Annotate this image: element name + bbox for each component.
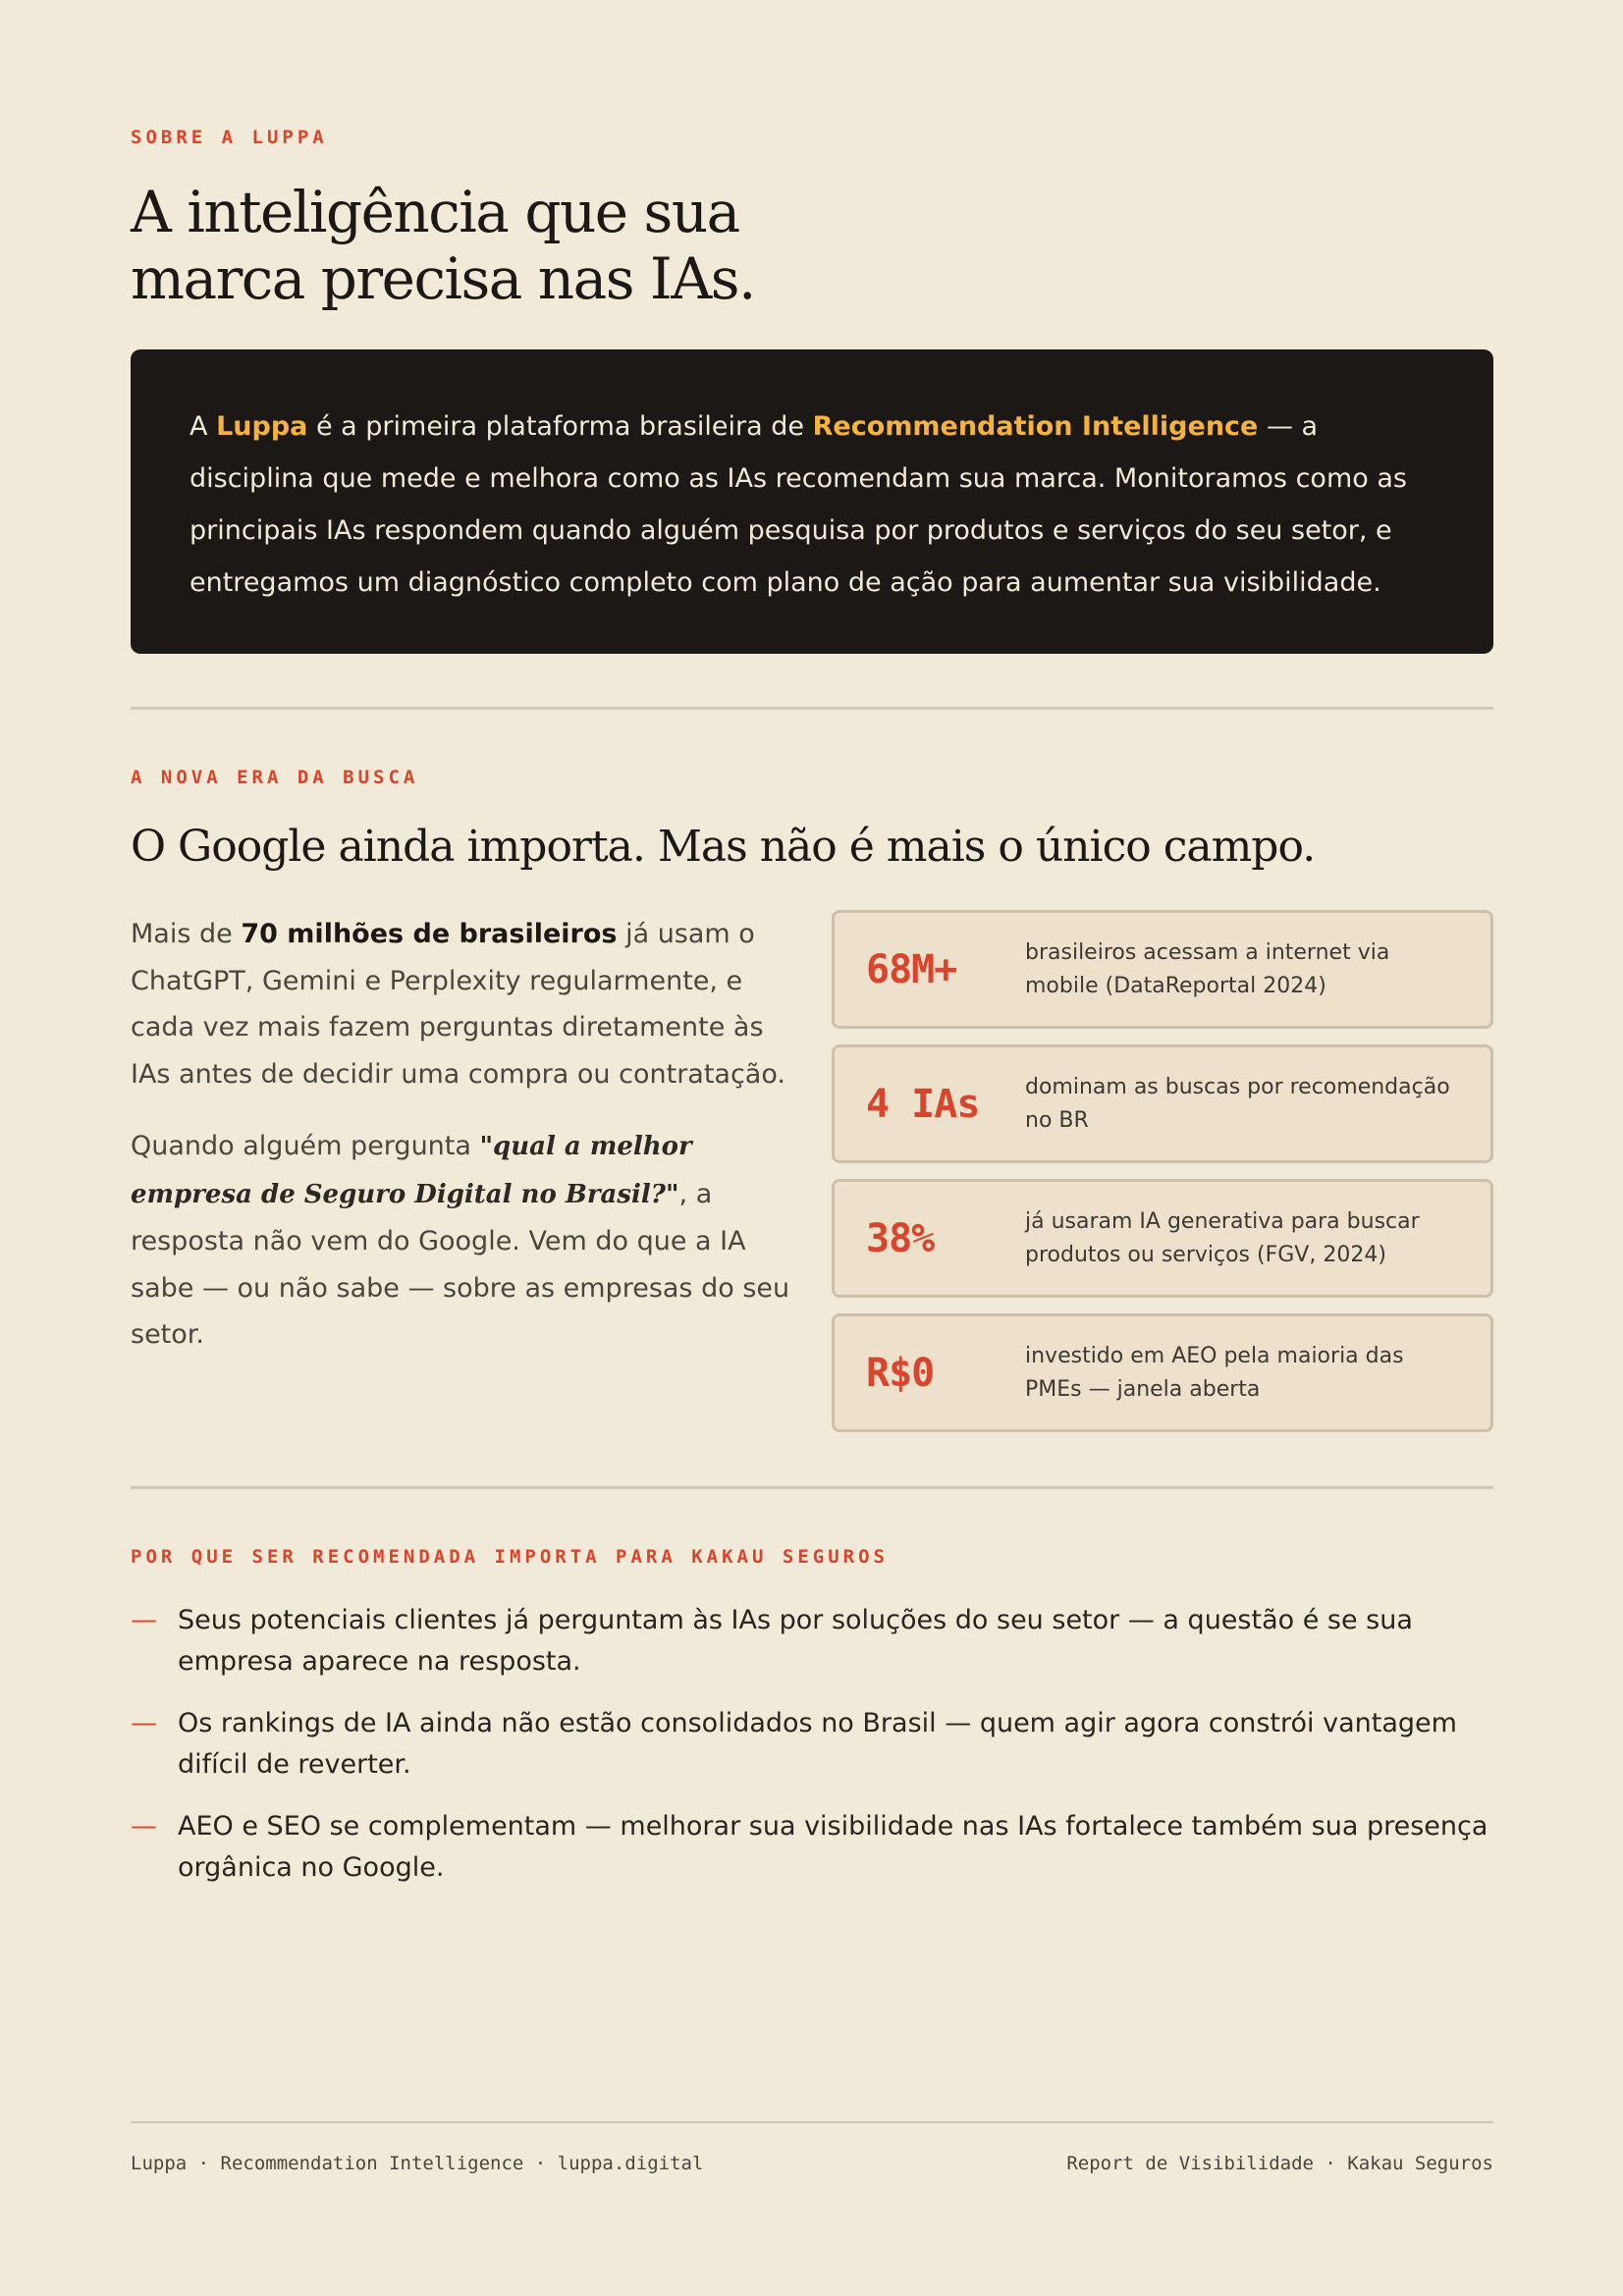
intro-text-3: — a disciplina que mede e melhora como as IAs recomendam sua marca. Monitoramos como as principais IAs respondem quando alguém pesquisa por produtos e serviços do seu setor, e entregamos um diagnóstico completo com plano de ação para aumentar sua visibilidade.	[189, 411, 1407, 598]
search-paragraph-1	[131, 911, 808, 1097]
reasons-list	[131, 1600, 1493, 1909]
reason-text: Os rankings de IA ainda não estão consolidados no Brasil — quem agir agora constrói vantagem difícil de reverter.	[178, 1708, 1457, 1780]
stat-label: investido em AEO pela maioria das PMEs — janela aberta	[1025, 1343, 1404, 1402]
divider	[131, 1486, 1493, 1489]
para1-bold: 70 milhões de brasileiros	[241, 919, 618, 949]
page	[131, 0, 1493, 2296]
para2-text-1: Quando alguém pergunta	[131, 1131, 480, 1161]
dash-bullet: —	[131, 1605, 157, 1635]
intro-highlight: Recommendation Intelligence	[812, 411, 1259, 442]
dash-bullet: —	[131, 1811, 157, 1842]
stat-card	[832, 1179, 1493, 1298]
title-line-2: marca precisa nas IAs.	[131, 245, 755, 312]
search-text-column	[131, 911, 808, 1359]
stat-value: 68M+	[866, 946, 957, 992]
stat-value: 4 IAs	[866, 1081, 980, 1127]
stat-label: dominam as buscas por recomendação no BR	[1025, 1074, 1450, 1133]
stats-list	[832, 910, 1493, 1448]
para2-quote: "qual a melhor empresa de Seguro Digital no Brasil?"	[131, 1132, 692, 1209]
list-item	[131, 1703, 1493, 1786]
page-title	[131, 179, 838, 312]
para1-text-1: Mais de	[131, 919, 242, 949]
footer	[131, 2153, 1493, 2174]
list-item	[131, 1600, 1493, 1682]
footer-right: Report de Visibilidade · Kakau Seguros	[1066, 2153, 1493, 2174]
intro-box	[131, 349, 1493, 654]
divider	[131, 707, 1493, 710]
para2-text-2: , a resposta não vem do Google. Vem do que a IA sabe — ou não sabe — sobre as empresas do seu setor.	[131, 1178, 790, 1350]
para1-text-2: já usam o ChatGPT, Gemini e Perplexity regularmente, e cada vez mais fazem perguntas diretamente às IAs antes de decidir uma compra ou contratação.	[131, 919, 785, 1090]
reason-text: Seus potenciais clientes já perguntam às IAs por soluções do seu setor — a questão é se sua empresa aparece na resposta.	[178, 1605, 1413, 1677]
stat-value: R$0	[866, 1350, 935, 1396]
stat-value: 38%	[866, 1215, 935, 1261]
stat-card	[832, 1313, 1493, 1432]
reason-text: AEO e SEO se complementam — melhorar sua visibilidade nas IAs fortalece também sua presença orgânica no Google.	[178, 1811, 1488, 1883]
stat-label: já usaram IA generativa para buscar produtos ou serviços (FGV, 2024)	[1025, 1208, 1420, 1267]
stat-card	[832, 1044, 1493, 1163]
stat-card	[832, 910, 1493, 1029]
footer-left: Luppa · Recommendation Intelligence · luppa.digital	[131, 2153, 704, 2174]
title-line-1: A inteligência que sua	[131, 179, 739, 245]
section-title: O Google ainda importa. Mas não é mais o único campo.	[131, 822, 1316, 872]
section-eyebrow-about: SOBRE A LUPPA	[131, 127, 328, 148]
list-item	[131, 1806, 1493, 1889]
stat-label: brasileiros acessam a internet via mobile (DataReportal 2024)	[1025, 939, 1390, 998]
intro-text-1: A	[189, 411, 217, 442]
footer-divider	[131, 2121, 1493, 2123]
intro-brand: Luppa	[216, 411, 308, 442]
intro-text-2: é a primeira plataforma brasileira de	[307, 411, 813, 442]
dash-bullet: —	[131, 1708, 157, 1738]
section-eyebrow-why: POR QUE SER RECOMENDADA IMPORTA PARA KAKAU SEGUROS	[131, 1546, 889, 1568]
section-eyebrow-search: A NOVA ERA DA BUSCA	[131, 767, 419, 788]
search-paragraph-2	[131, 1123, 808, 1359]
